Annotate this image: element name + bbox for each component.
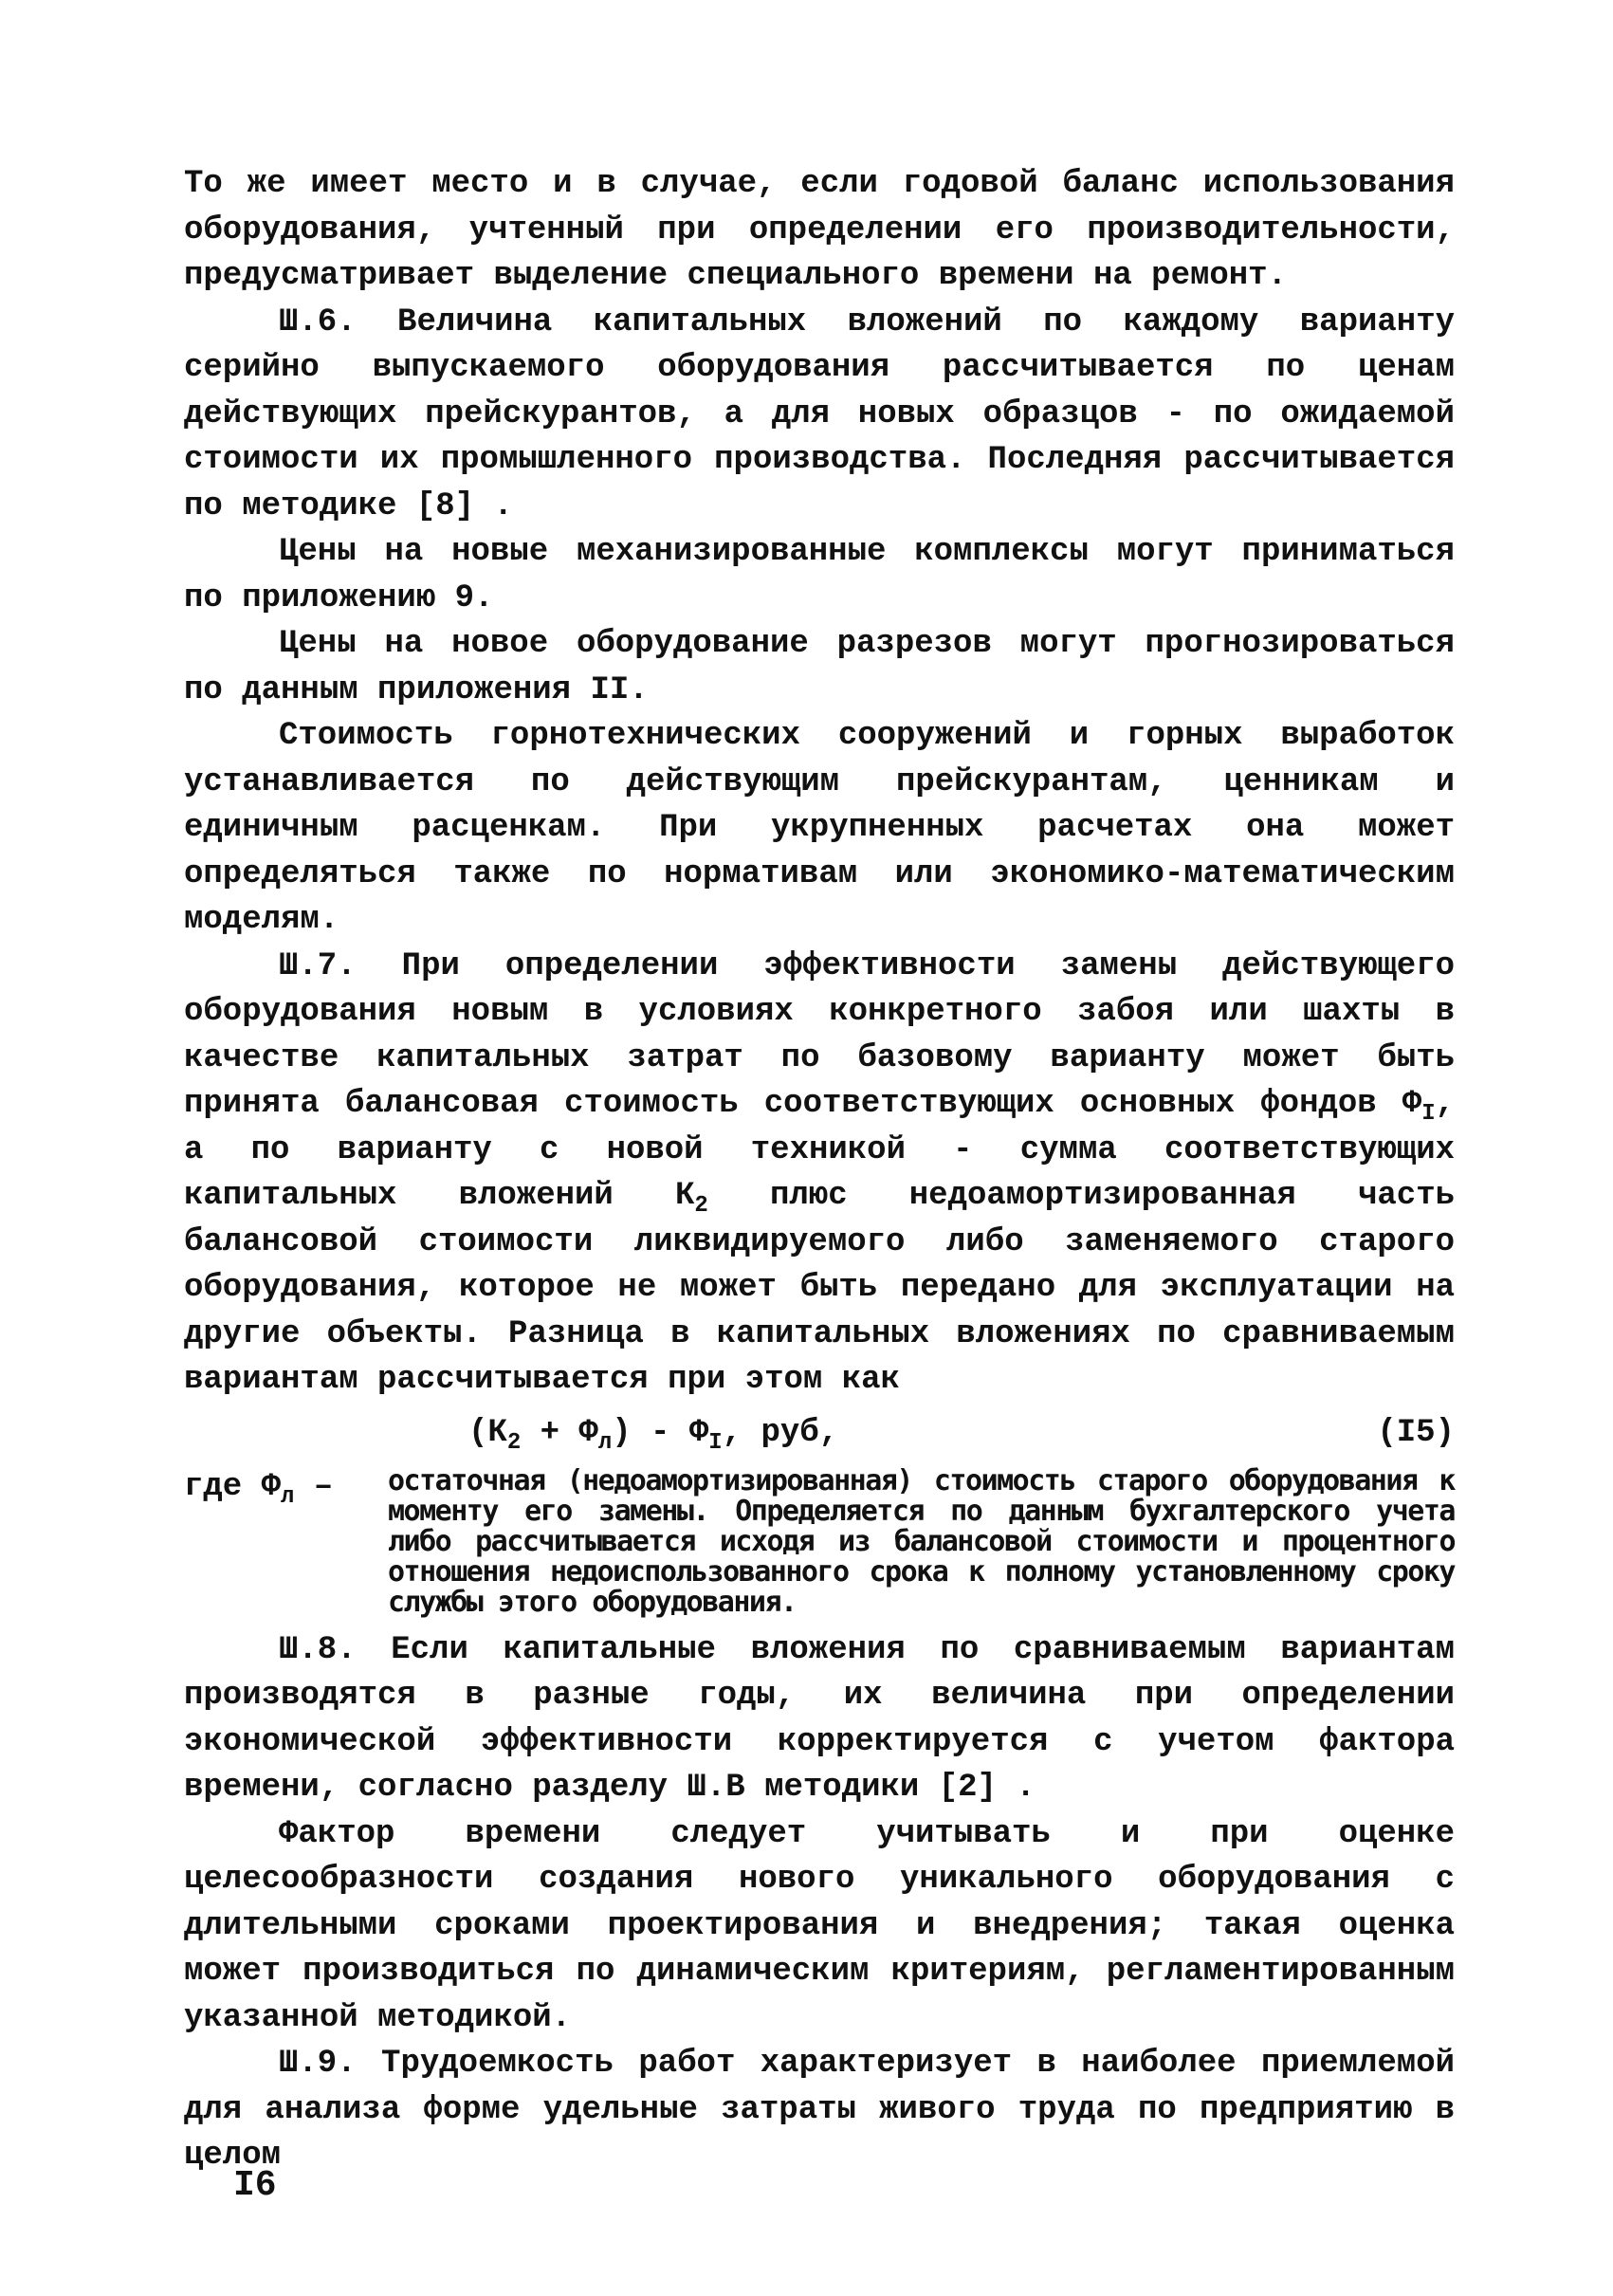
p37-part-c: плюс недоамортизированная часть балансовой стоимости ликвидируемого либо заменяемого старого оборудования, которое не может быть передано для эксплуатации на другие объекты. Разница в капитальных вложениях по сравниваемым вариантам рассчитывается при этом как — [184, 1178, 1456, 1398]
where-symbol: где Ф — [184, 1468, 282, 1505]
body-text — [184, 161, 1455, 2179]
where-dash: – — [294, 1468, 334, 1505]
page-number: I6 — [233, 2165, 277, 2206]
p37-part-b: , а по варианту с новой техникой - сумма соответствующих капитальных вложений К — [184, 1086, 1455, 1214]
formula-sub-2: л — [597, 1429, 613, 1456]
where-text: остаточная (недоамортизированная) стоимость старого оборудования к моменту его замены. Определяется по данным бухгалтерского учета либо рассчитывается исходя из балансовой стоимости и процентного отношения недоиспользованного срока к полному установленному сроку службы этого оборудования. — [388, 1463, 1455, 1619]
paragraph-prices-complexes: Цены на новые механизированные комплексы могут приниматься по приложению 9. — [184, 534, 1455, 616]
formula-open: (К — [468, 1414, 507, 1451]
paragraph-3-8: Ш.8. Если капитальные вложения по сравниваемым вариантам производятся в разные годы, их величина при определении экономической эффективности корректируется с учетом фактора времени, согласно разделу Ш.В методики [2] . — [184, 1631, 1455, 1806]
p37-sub-i: I — [1421, 1100, 1436, 1127]
paragraph-3-9: Ш.9. Трудоемкость работ характеризует в наиболее приемлемой для анализа форме удельные затраты живого труда по предприятию в целом — [184, 2046, 1455, 2174]
where-symbol-sub: л — [281, 1483, 295, 1510]
formula-mid: + Ф — [521, 1414, 598, 1451]
formula-expression — [468, 1404, 838, 1462]
where-label — [184, 1466, 388, 1618]
paragraph-3-7 — [184, 944, 1455, 1404]
paragraph-1: То же имеет место и в случае, если годовой баланс использования оборудования, учтенный при определении его производительности, предусматривает выделение специального времени на ремонт. — [184, 166, 1455, 294]
where-definition — [184, 1463, 1455, 1619]
formula-15 — [184, 1404, 1455, 1462]
formula-sub-3: I — [708, 1429, 723, 1456]
formula-close: ) - Ф — [612, 1414, 709, 1451]
paragraph-time-factor: Фактор времени следует учитывать и при оценке целесообразности создания нового уникального оборудования с длительными сроками проектирования и внедрения; такая оценка может производиться по динамическим критериям, регламентированным указанной методикой. — [184, 1815, 1455, 2036]
formula-number: (I5) — [1377, 1414, 1455, 1451]
p37-sub-2: 2 — [694, 1192, 708, 1219]
paragraph-mining-structures: Стоимость горнотехнических сооружений и горных выработок устанавливается по действующим прейскурантам, ценникам и единичным расценкам. При укрупненных расчетах она может определяться также по нормативам или экономико-математическим моделям. — [184, 718, 1455, 938]
formula-unit: , руб, — [722, 1414, 839, 1451]
formula-sub-1: 2 — [506, 1429, 522, 1456]
p37-part-a: Ш.7. При определении эффективности замены действующего оборудования новым в условиях конкретного забоя или шахты в качестве капитальных затрат по базовому варианту может быть принята балансовая стоимость соответствующих основных фондов Ф — [184, 947, 1455, 1122]
paragraph-3-6: Ш.6. Величина капитальных вложений по каждому варианту серийно выпускаемого оборудования рассчитывается по ценам действующих прейскурантов, а для новых образцов - по ожидаемой стоимости их промышленного производства. Последняя рассчитывается по методике [8] . — [184, 303, 1455, 524]
paragraph-prices-open-pits: Цены на новое оборудование разрезов могут прогнозироваться по данным приложения II. — [184, 626, 1455, 708]
